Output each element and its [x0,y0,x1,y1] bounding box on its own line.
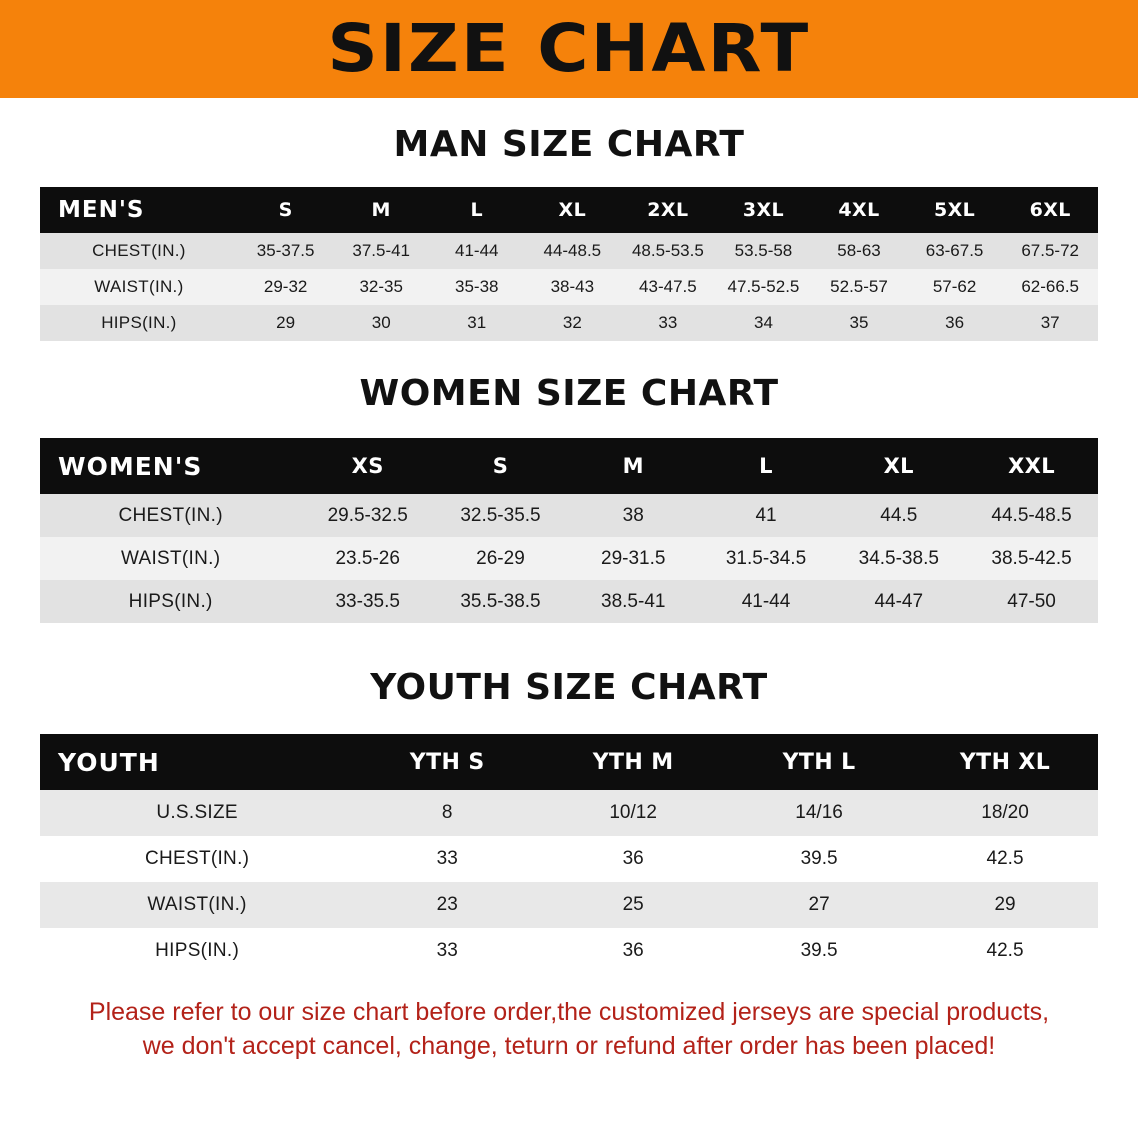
youth-header-m: YTH M [592,749,674,775]
women-section-heading: WOMEN SIZE CHART [359,373,779,414]
table-cell: 44-47 [832,580,965,623]
women-table-body [40,494,1098,623]
table-cell: 14/16 [726,790,912,836]
man-size-table [40,187,1098,341]
table-cell: 42.5 [912,928,1098,974]
table-cell: 35-37.5 [238,233,334,269]
women-header-xl: XL [883,454,914,478]
man-section-heading: MAN SIZE CHART [393,124,745,165]
table-cell: 53.5-58 [716,233,812,269]
women-header-l: L [759,454,773,478]
women-row-label-waist: WAIST(IN.) [40,537,301,580]
table-cell: 36 [907,305,1003,341]
youth-section-heading: YOUTH SIZE CHART [370,667,768,708]
table-cell: 38-43 [525,269,621,305]
table-cell: 41 [700,494,833,537]
table-cell: 35-38 [429,269,525,305]
table-row [40,836,1098,882]
youth-table-head [40,734,1098,790]
youth-row-label-waist: WAIST(IN.) [40,882,354,928]
table-cell: 41-44 [700,580,833,623]
man-header-4xl: 4XL [838,199,880,221]
table-row [40,305,1098,341]
table-cell: 29-32 [238,269,334,305]
table-cell: 23.5-26 [301,537,434,580]
table-cell: 33 [354,928,540,974]
table-row [40,580,1098,623]
table-cell: 38.5-41 [567,580,700,623]
table-cell: 38.5-42.5 [965,537,1098,580]
banner [0,0,1138,98]
youth-table-wrap [40,734,1098,974]
table-cell: 35 [811,305,907,341]
women-row-label-hips: HIPS(IN.) [40,580,301,623]
man-header-2xl: 2XL [647,199,689,221]
table-cell: 32.5-35.5 [434,494,567,537]
man-header-m: M [371,199,391,221]
table-cell: 43-47.5 [620,269,716,305]
youth-header-xl: YTH XL [959,749,1051,775]
man-table-wrap [40,187,1098,341]
table-cell: 26-29 [434,537,567,580]
man-header-s: S [278,199,293,221]
youth-row-label-ussize: U.S.SIZE [40,790,354,836]
table-row [40,537,1098,580]
youth-header-l: YTH L [782,749,856,775]
women-header-xs: XS [351,454,384,478]
women-header-label: WOMEN'S [58,451,203,481]
table-cell: 27 [726,882,912,928]
table-cell: 29 [238,305,334,341]
table-cell: 31 [429,305,525,341]
women-table-wrap [40,438,1098,623]
table-cell: 39.5 [726,928,912,974]
youth-size-table [40,734,1098,974]
women-header-s: S [492,454,509,478]
table-cell: 33 [354,836,540,882]
table-cell: 23 [354,882,540,928]
table-cell: 38 [567,494,700,537]
table-cell: 41-44 [429,233,525,269]
man-table-head [40,187,1098,233]
table-header-row [40,734,1098,790]
man-header-l: L [470,199,484,221]
table-cell: 34 [716,305,812,341]
women-table-head [40,438,1098,494]
youth-row-label-hips: HIPS(IN.) [40,928,354,974]
table-cell: 44.5 [832,494,965,537]
man-header-6xl: 6XL [1029,199,1071,221]
women-size-section [0,373,1138,623]
page-title: SIZE CHART [327,10,811,87]
women-header-xxl: XXL [1008,454,1056,478]
table-cell: 18/20 [912,790,1098,836]
youth-table-body [40,790,1098,974]
man-header-3xl: 3XL [742,199,785,221]
table-cell: 29 [912,882,1098,928]
youth-size-section [0,667,1138,974]
table-cell: 36 [540,836,726,882]
table-row [40,494,1098,537]
table-cell: 67.5-72 [1002,233,1098,269]
man-row-label-chest: CHEST(IN.) [40,233,238,269]
women-header-m: M [622,454,644,478]
man-table-body [40,233,1098,341]
man-header-xl: XL [558,199,587,221]
table-cell: 34.5-38.5 [832,537,965,580]
table-cell: 8 [354,790,540,836]
table-cell: 52.5-57 [811,269,907,305]
table-cell: 44.5-48.5 [965,494,1098,537]
table-cell: 10/12 [540,790,726,836]
man-row-label-waist: WAIST(IN.) [40,269,238,305]
table-cell: 31.5-34.5 [700,537,833,580]
table-row [40,928,1098,974]
disclaimer-note [38,996,1100,1064]
youth-header-label: YOUTH [58,747,160,777]
table-cell: 44-48.5 [525,233,621,269]
table-cell: 37 [1002,305,1098,341]
table-cell: 57-62 [907,269,1003,305]
youth-row-label-chest: CHEST(IN.) [40,836,354,882]
table-cell: 29.5-32.5 [301,494,434,537]
table-row [40,233,1098,269]
table-cell: 47.5-52.5 [716,269,812,305]
table-cell: 33 [620,305,716,341]
table-row [40,790,1098,836]
women-size-table [40,438,1098,623]
table-cell: 32 [525,305,621,341]
table-cell: 25 [540,882,726,928]
man-row-label-hips: HIPS(IN.) [40,305,238,341]
disclaimer-line-2: we don't accept cancel, change, teturn or refund after order has been placed! [142,1031,996,1060]
table-cell: 35.5-38.5 [434,580,567,623]
table-cell: 36 [540,928,726,974]
women-row-label-chest: CHEST(IN.) [40,494,301,537]
table-row [40,882,1098,928]
table-cell: 33-35.5 [301,580,434,623]
disclaimer-line-1: Please refer to our size chart before order,the customized jerseys are special products, [88,998,1050,1026]
youth-header-s: YTH S [409,749,485,775]
man-size-section [0,124,1138,341]
table-cell: 62-66.5 [1002,269,1098,305]
table-cell: 58-63 [811,233,907,269]
table-cell: 29-31.5 [567,537,700,580]
man-header-5xl: 5XL [933,199,976,221]
table-cell: 42.5 [912,836,1098,882]
table-header-row [40,187,1098,233]
table-cell: 37.5-41 [333,233,429,269]
table-row [40,269,1098,305]
man-header-label: MEN'S [58,197,145,223]
table-cell: 30 [333,305,429,341]
table-cell: 47-50 [965,580,1098,623]
table-cell: 63-67.5 [907,233,1003,269]
table-cell: 39.5 [726,836,912,882]
table-header-row [40,438,1098,494]
table-cell: 32-35 [333,269,429,305]
table-cell: 48.5-53.5 [620,233,716,269]
